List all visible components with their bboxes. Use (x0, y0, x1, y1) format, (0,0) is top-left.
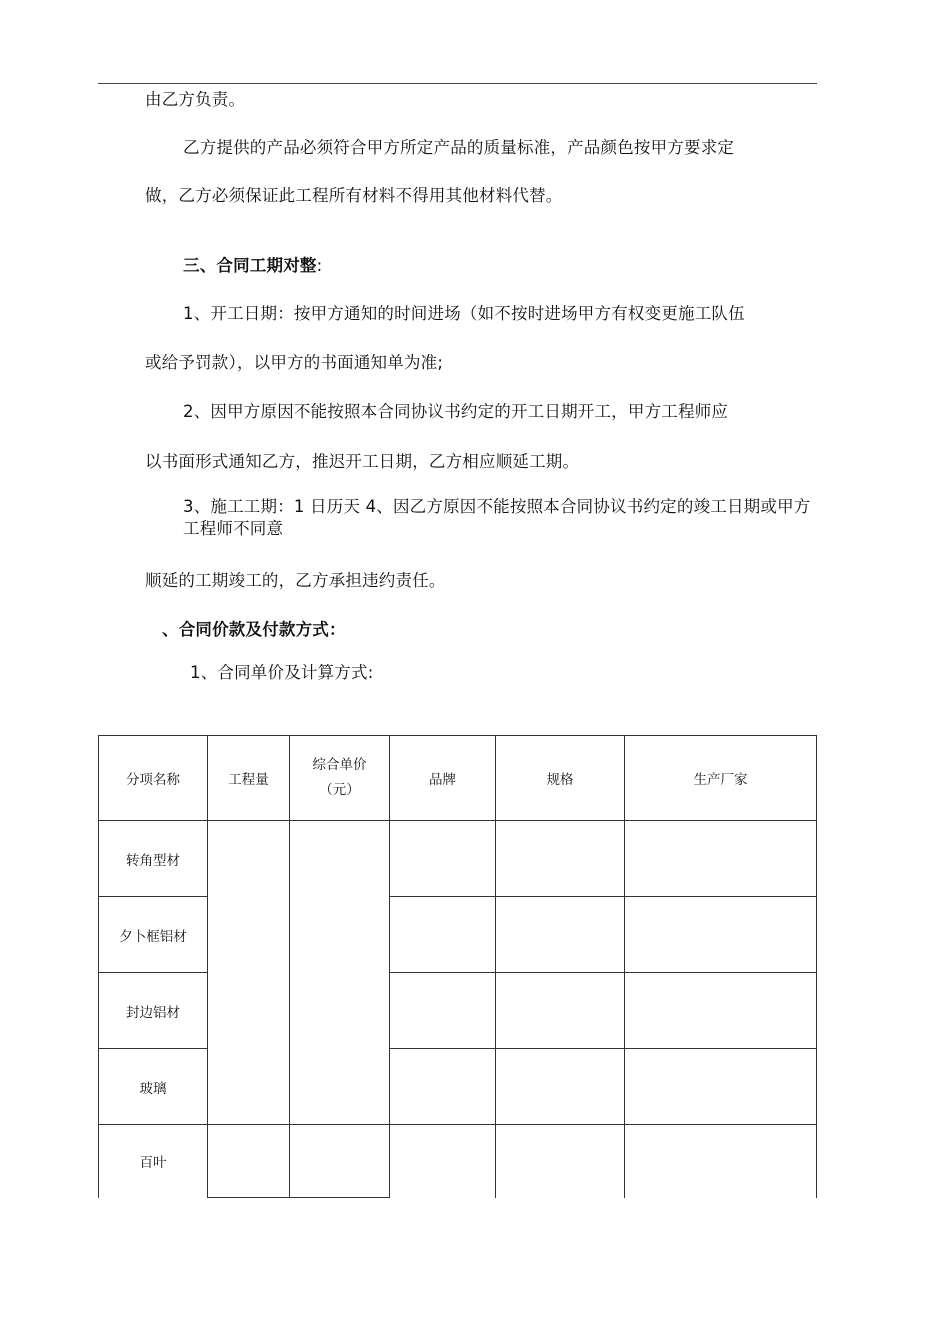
spec-cell (496, 1125, 625, 1198)
header-quantity: 工程量 (208, 736, 290, 821)
table-row (99, 821, 817, 897)
paragraph-text: 以书面形式通知乙方，推迟开工日期，乙方相应顺延工期。 (145, 452, 580, 471)
paragraph-text: 1、合同单价及计算方式: (190, 663, 374, 682)
manufacturer-cell (625, 1049, 817, 1125)
table-row (99, 973, 817, 1049)
table-row (99, 1125, 817, 1198)
header-spec: 规格 (496, 736, 625, 821)
manufacturer-cell (625, 897, 817, 973)
paragraph-text: 2、因甲方原因不能按照本合同协议书约定的开工日期开工，甲方工程师应 (183, 402, 729, 421)
table-header-row (99, 736, 817, 821)
paragraph-text: 3、施工工期：1 日历天 4、因乙方原因不能按照本合同协议书约定的竣工日期或甲方工程师不同意 (183, 497, 811, 538)
paragraph-text: 或给予罚款），以甲方的书面通知单为准; (145, 353, 444, 372)
brand-cell (390, 897, 496, 973)
header-manufacturer: 生产厂家 (625, 736, 817, 821)
header-unit-price (290, 736, 390, 821)
brand-cell (390, 1049, 496, 1125)
section-heading-title: 三、合同工期对整 (183, 256, 317, 275)
section-heading: 、合同价款及付款方式： (162, 620, 346, 639)
paragraph-text: 做，乙方必须保证此工程所有材料不得用其他材料代替。 (145, 186, 563, 205)
brand-cell (390, 821, 496, 897)
brand-cell (390, 1125, 496, 1198)
table-row (99, 897, 817, 973)
paragraph-text: 1、开工日期：按甲方通知的时间进场（如不按时进场甲方有权变更施工队伍 (183, 304, 745, 323)
spec-cell (496, 821, 625, 897)
paragraph-text: 由乙方负责。 (145, 90, 246, 109)
spec-cell (496, 897, 625, 973)
paragraph-text: 乙方提供的产品必须符合甲方所定产品的质量标准，产品颜色按甲方要求定 (183, 138, 735, 157)
section-heading (183, 252, 322, 276)
spec-cell (496, 1049, 625, 1125)
manufacturer-cell (625, 973, 817, 1049)
spec-cell (496, 973, 625, 1049)
quantity-cell (208, 1125, 290, 1198)
row-item-name: 夕卜框铝材 (99, 897, 208, 973)
manufacturer-cell (625, 821, 817, 897)
price-table (98, 735, 817, 1198)
header-brand: 品牌 (390, 736, 496, 821)
header-rule (98, 83, 817, 84)
manufacturer-cell (625, 1125, 817, 1198)
row-item-name: 玻璃 (99, 1049, 208, 1125)
brand-cell (390, 973, 496, 1049)
header-unit-price-line2: （元） (319, 782, 360, 798)
table-row (99, 1049, 817, 1125)
row-item-name: 百叶 (99, 1125, 208, 1198)
header-item-name: 分项名称 (99, 736, 208, 821)
merged-quantity-cell (208, 821, 290, 1125)
row-item-name: 转角型材 (99, 821, 208, 897)
paragraph-text: 顺延的工期竣工的，乙方承担违约责任。 (145, 571, 446, 590)
section-heading-colon: : (316, 256, 323, 275)
header-unit-price-line1: 综合单价 (312, 757, 367, 773)
merged-unit-price-cell (290, 821, 390, 1125)
row-item-name: 封边铝材 (99, 973, 208, 1049)
unit-price-cell (290, 1125, 390, 1198)
